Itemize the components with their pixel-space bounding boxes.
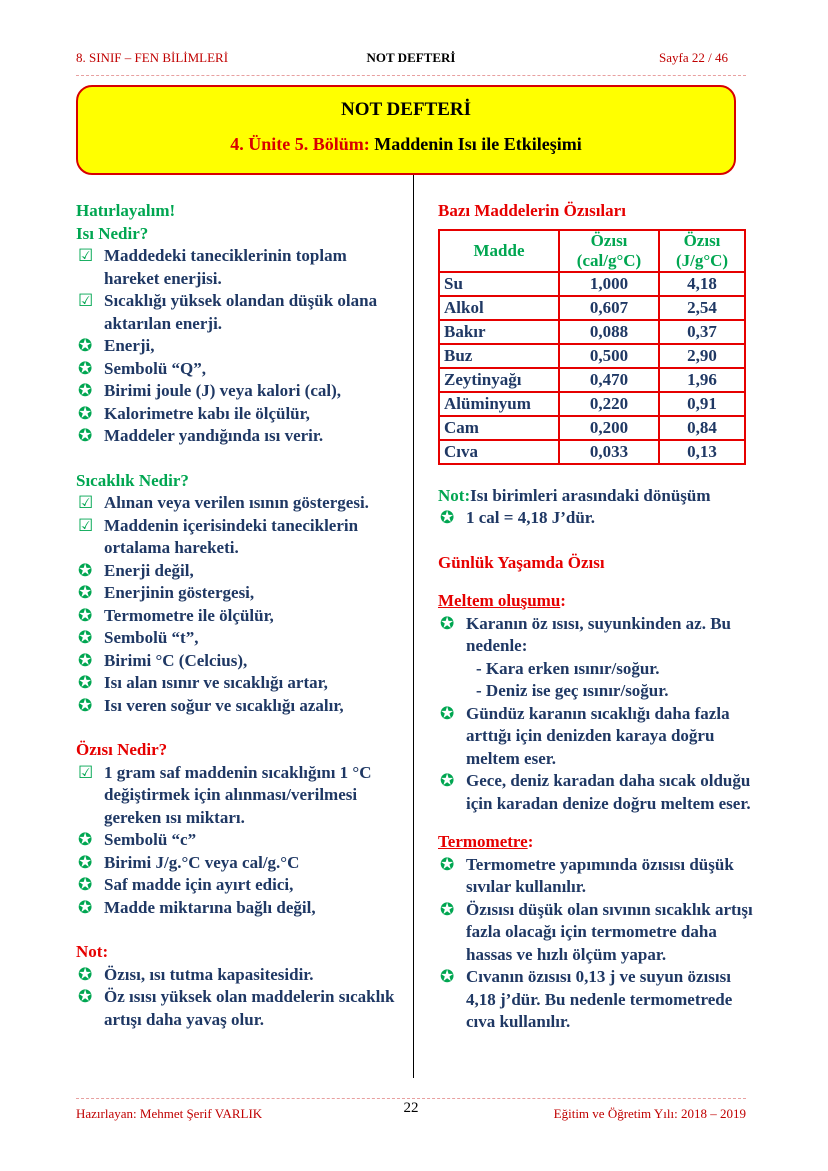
table-cell-madde: Bakır xyxy=(439,320,559,344)
list-item xyxy=(76,515,406,560)
list-item xyxy=(76,897,406,920)
table-row xyxy=(439,272,745,296)
list-item xyxy=(76,762,406,830)
list-item xyxy=(76,425,406,448)
star-icon: ✪ xyxy=(78,560,93,580)
table-cell-j: 4,18 xyxy=(659,272,745,296)
col-header-j xyxy=(659,230,745,272)
table-cell-j: 2,90 xyxy=(659,344,745,368)
col-header-j-line2: (J/g°C) xyxy=(675,250,729,270)
list-item-text: Özısısı düşük olan sıvının sıcaklık artışı fazla olacağı için termometre daha hassas ve hızlı ölçüm yapar. xyxy=(466,899,753,964)
specific-heat-heading: Özısı Nedir? xyxy=(76,740,168,759)
star-icon: ✪ xyxy=(78,964,93,984)
table-row xyxy=(439,368,745,392)
list-item xyxy=(76,829,406,852)
header-title: NOT DEFTERİ xyxy=(366,50,456,65)
table-cell-j: 0,91 xyxy=(659,392,745,416)
list-item xyxy=(76,672,406,695)
list-item xyxy=(438,966,758,1034)
col-header-cal-line1: Özısı xyxy=(590,230,628,250)
breeze-heading: Meltem oluşumu: xyxy=(438,591,566,610)
list-item xyxy=(76,874,406,897)
list-item-text: Isı alan ısınır ve sıcaklığı artar, xyxy=(104,673,328,692)
table-cell-j: 2,54 xyxy=(659,296,745,320)
list-item xyxy=(76,290,406,335)
star-icon: ✪ xyxy=(440,508,455,527)
thermometer-heading: Termometre: xyxy=(438,832,534,851)
table-cell-madde: Cam xyxy=(439,416,559,440)
thermometer-list xyxy=(438,854,758,1034)
list-item xyxy=(76,852,406,875)
list-item xyxy=(76,335,406,358)
checkbox-icon: ☑ xyxy=(78,493,94,512)
checkbox-icon: ☑ xyxy=(78,246,94,265)
table-row xyxy=(439,440,745,464)
header-course: 8. SINIF – FEN BİLİMLERİ xyxy=(76,50,229,65)
list-item-text: Özısı, ısı tutma kapasitesidir. xyxy=(104,964,314,984)
daily-life-heading: Günlük Yaşamda Özısı xyxy=(438,552,605,572)
heat-heading: Isı Nedir? xyxy=(76,223,149,243)
breeze-heading-text: Meltem oluşumu xyxy=(438,591,561,610)
col-header-madde: Madde xyxy=(439,230,559,272)
star-icon: ✪ xyxy=(78,605,93,625)
list-item-text: Kalorimetre kabı ile ölçülür, xyxy=(104,403,310,423)
list-item-text: Alınan veya verilen ısının göstergesi. xyxy=(104,493,369,512)
list-item-text: Enerji değil, xyxy=(104,560,194,580)
list-item-text: Sembolü “c” xyxy=(104,830,197,849)
list-item xyxy=(76,403,406,426)
title-box-title: NOT DEFTERİ xyxy=(340,99,472,120)
list-item-text: Termometre yapımında özısısı düşük sıvılar kullanılır. xyxy=(466,854,734,896)
list-item xyxy=(76,560,406,583)
table-cell-j: 0,13 xyxy=(659,440,745,464)
star-icon: ✪ xyxy=(78,875,93,894)
title-box xyxy=(76,85,736,175)
list-item-text: Birimi joule (J) veya kalori (cal), xyxy=(104,381,342,400)
left-column xyxy=(76,200,406,1031)
list-item-text: Maddeler yandığında ısı verir. xyxy=(104,426,324,445)
star-icon: ✪ xyxy=(78,426,93,445)
table-cell-madde: Zeytinyağı xyxy=(439,368,559,392)
col-header-cal-line2: (cal/g°C) xyxy=(576,250,642,270)
star-icon: ✪ xyxy=(78,583,93,602)
title-box-unit xyxy=(78,134,734,155)
table-cell-cal: 0,220 xyxy=(559,392,659,416)
star-icon: ✪ xyxy=(78,358,93,378)
temperature-list xyxy=(76,492,406,717)
star-icon: ✪ xyxy=(78,897,93,917)
star-icon: ✪ xyxy=(78,403,93,423)
list-item xyxy=(438,770,758,815)
list-subitem: - Deniz ise geç ısınır/soğur. xyxy=(476,681,669,700)
note-list xyxy=(76,964,406,1032)
star-icon: ✪ xyxy=(440,703,455,723)
list-item-text: Maddedeki taneciklerinin toplam hareket enerjisi. xyxy=(104,246,347,288)
list-item-text: Gece, deniz karadan daha sıcak olduğu için karadan denize doğru meltem eser. xyxy=(466,771,751,813)
unit-prefix: 4. Ünite 5. Bölüm: xyxy=(230,134,370,154)
list-item xyxy=(76,964,406,987)
list-item-text: Maddenin içerisindeki taneciklerin ortalama hareketi. xyxy=(104,515,359,557)
conversion-note xyxy=(438,485,758,508)
table-cell-cal: 0,033 xyxy=(559,440,659,464)
list-item xyxy=(76,605,406,628)
table-cell-madde: Su xyxy=(439,272,559,296)
table-cell-cal: 1,000 xyxy=(559,272,659,296)
table-cell-cal: 0,200 xyxy=(559,416,659,440)
list-item xyxy=(76,650,406,673)
list-item-text: Termometre ile ölçülür, xyxy=(104,605,274,625)
list-item-text: Sembolü “Q”, xyxy=(104,358,207,378)
star-icon: ✪ xyxy=(440,899,455,919)
list-item xyxy=(76,380,406,403)
checkbox-icon: ☑ xyxy=(78,291,94,310)
table-cell-j: 0,37 xyxy=(659,320,745,344)
page-header xyxy=(76,50,746,70)
footer-year: Eğitim ve Öğretim Yılı: 2018 – 2019 xyxy=(553,1106,746,1121)
star-icon: ✪ xyxy=(440,771,455,790)
star-icon: ✪ xyxy=(78,830,93,849)
list-item-text: Sıcaklığı yüksek olandan düşük olana aktarılan enerji. xyxy=(104,291,378,333)
specific-heat-list xyxy=(76,762,406,920)
checkbox-icon: ☑ xyxy=(78,515,94,535)
table-cell-madde: Buz xyxy=(439,344,559,368)
table-cell-cal: 0,607 xyxy=(559,296,659,320)
table-cell-j: 0,84 xyxy=(659,416,745,440)
star-icon: ✪ xyxy=(78,673,93,692)
recall-heading: Hatırlayalım! xyxy=(76,201,176,220)
conversion-note-label: Not: xyxy=(438,485,471,505)
star-icon: ✪ xyxy=(78,852,93,872)
star-icon: ✪ xyxy=(440,854,455,874)
table-row xyxy=(439,416,745,440)
header-page-number: Sayfa 22 / 46 xyxy=(659,50,728,65)
list-item xyxy=(438,613,758,703)
footer-divider xyxy=(76,1098,746,1099)
table-cell-madde: Cıva xyxy=(439,440,559,464)
table-cell-madde: Alkol xyxy=(439,296,559,320)
temperature-heading: Sıcaklık Nedir? xyxy=(76,470,189,490)
table-body xyxy=(439,272,745,464)
list-item-text: Birimi J/g.°C veya cal/g.°C xyxy=(104,852,300,872)
list-item-text: Öz ısısı yüksek olan maddelerin sıcaklık artışı daha yavaş olur. xyxy=(104,987,395,1029)
list-item xyxy=(76,492,406,515)
star-icon: ✪ xyxy=(78,650,93,670)
right-column xyxy=(438,200,758,1034)
heat-list xyxy=(76,245,406,448)
table-row xyxy=(439,344,745,368)
page-footer xyxy=(76,1100,746,1124)
list-item-text: Isı veren soğur ve sıcaklığı azalır, xyxy=(104,695,344,715)
table-cell-cal: 0,088 xyxy=(559,320,659,344)
list-item-text: Enerji, xyxy=(104,336,155,355)
table-cell-cal: 0,500 xyxy=(559,344,659,368)
star-icon: ✪ xyxy=(440,967,455,986)
list-item-text: Gündüz karanın sıcaklığı daha fazla arttığı için denizden karaya doğru meltem eser. xyxy=(466,703,730,768)
star-icon: ✪ xyxy=(78,381,93,400)
table-heading: Bazı Maddelerin Özısıları xyxy=(438,201,626,220)
unit-title: Maddenin Isı ile Etkileşimi xyxy=(374,134,582,154)
list-item-text: Madde miktarına bağlı değil, xyxy=(104,897,316,917)
column-divider xyxy=(413,175,414,1078)
footer-page-number: 22 xyxy=(403,1100,419,1116)
list-item-text: 1 gram saf maddenin sıcaklığını 1 °C değiştirmek için alınması/verilmesi gereken ısı miktarı. xyxy=(104,762,372,827)
conversion-item-text: 1 cal = 4,18 J’dür. xyxy=(466,508,596,527)
star-icon: ✪ xyxy=(78,987,93,1006)
star-icon: ✪ xyxy=(78,695,93,715)
list-item xyxy=(76,582,406,605)
list-item xyxy=(76,695,406,718)
table-cell-cal: 0,470 xyxy=(559,368,659,392)
conversion-note-text: Isı birimleri arasındaki dönüşüm xyxy=(470,485,711,505)
col-header-cal xyxy=(559,230,659,272)
specific-heat-table xyxy=(438,229,746,465)
list-item xyxy=(76,986,406,1031)
list-item xyxy=(438,854,758,899)
list-item xyxy=(438,703,758,771)
list-item-text: Saf madde için ayırt edici, xyxy=(104,875,294,894)
table-row xyxy=(439,320,745,344)
note-heading: Not: xyxy=(76,942,109,961)
list-item xyxy=(438,899,758,967)
list-item-text: Sembolü “t”, xyxy=(104,628,199,647)
checkbox-icon: ☑ xyxy=(78,762,94,782)
list-item-text: Karanın öz ısısı, suyunkinden az. Bu nedenle: xyxy=(466,613,732,655)
list-item xyxy=(76,627,406,650)
table-row xyxy=(439,296,745,320)
list-item xyxy=(76,245,406,290)
star-icon: ✪ xyxy=(78,628,93,647)
breeze-list xyxy=(438,613,758,816)
table-cell-j: 1,96 xyxy=(659,368,745,392)
list-subitem: - Kara erken ısınır/soğur. xyxy=(476,658,660,678)
table-cell-madde: Alüminyum xyxy=(439,392,559,416)
list-item-text: Cıvanın özısısı 0,13 j ve suyun özısısı 4,18 j’dür. Bu nedenle termometrede cıva kullanılır. xyxy=(466,967,733,1031)
star-icon: ✪ xyxy=(78,336,93,355)
list-item-text: Enerjinin göstergesi, xyxy=(104,583,255,602)
col-header-j-line1: Özısı xyxy=(683,230,721,250)
conversion-item xyxy=(438,507,758,530)
list-item-text: Birimi °C (Celcius), xyxy=(104,650,248,670)
thermometer-heading-text: Termometre xyxy=(438,832,528,851)
footer-author: Hazırlayan: Mehmet Şerif VARLIK xyxy=(76,1106,263,1121)
star-icon: ✪ xyxy=(440,613,455,633)
list-item xyxy=(76,358,406,381)
table-row xyxy=(439,392,745,416)
header-divider xyxy=(76,75,746,76)
